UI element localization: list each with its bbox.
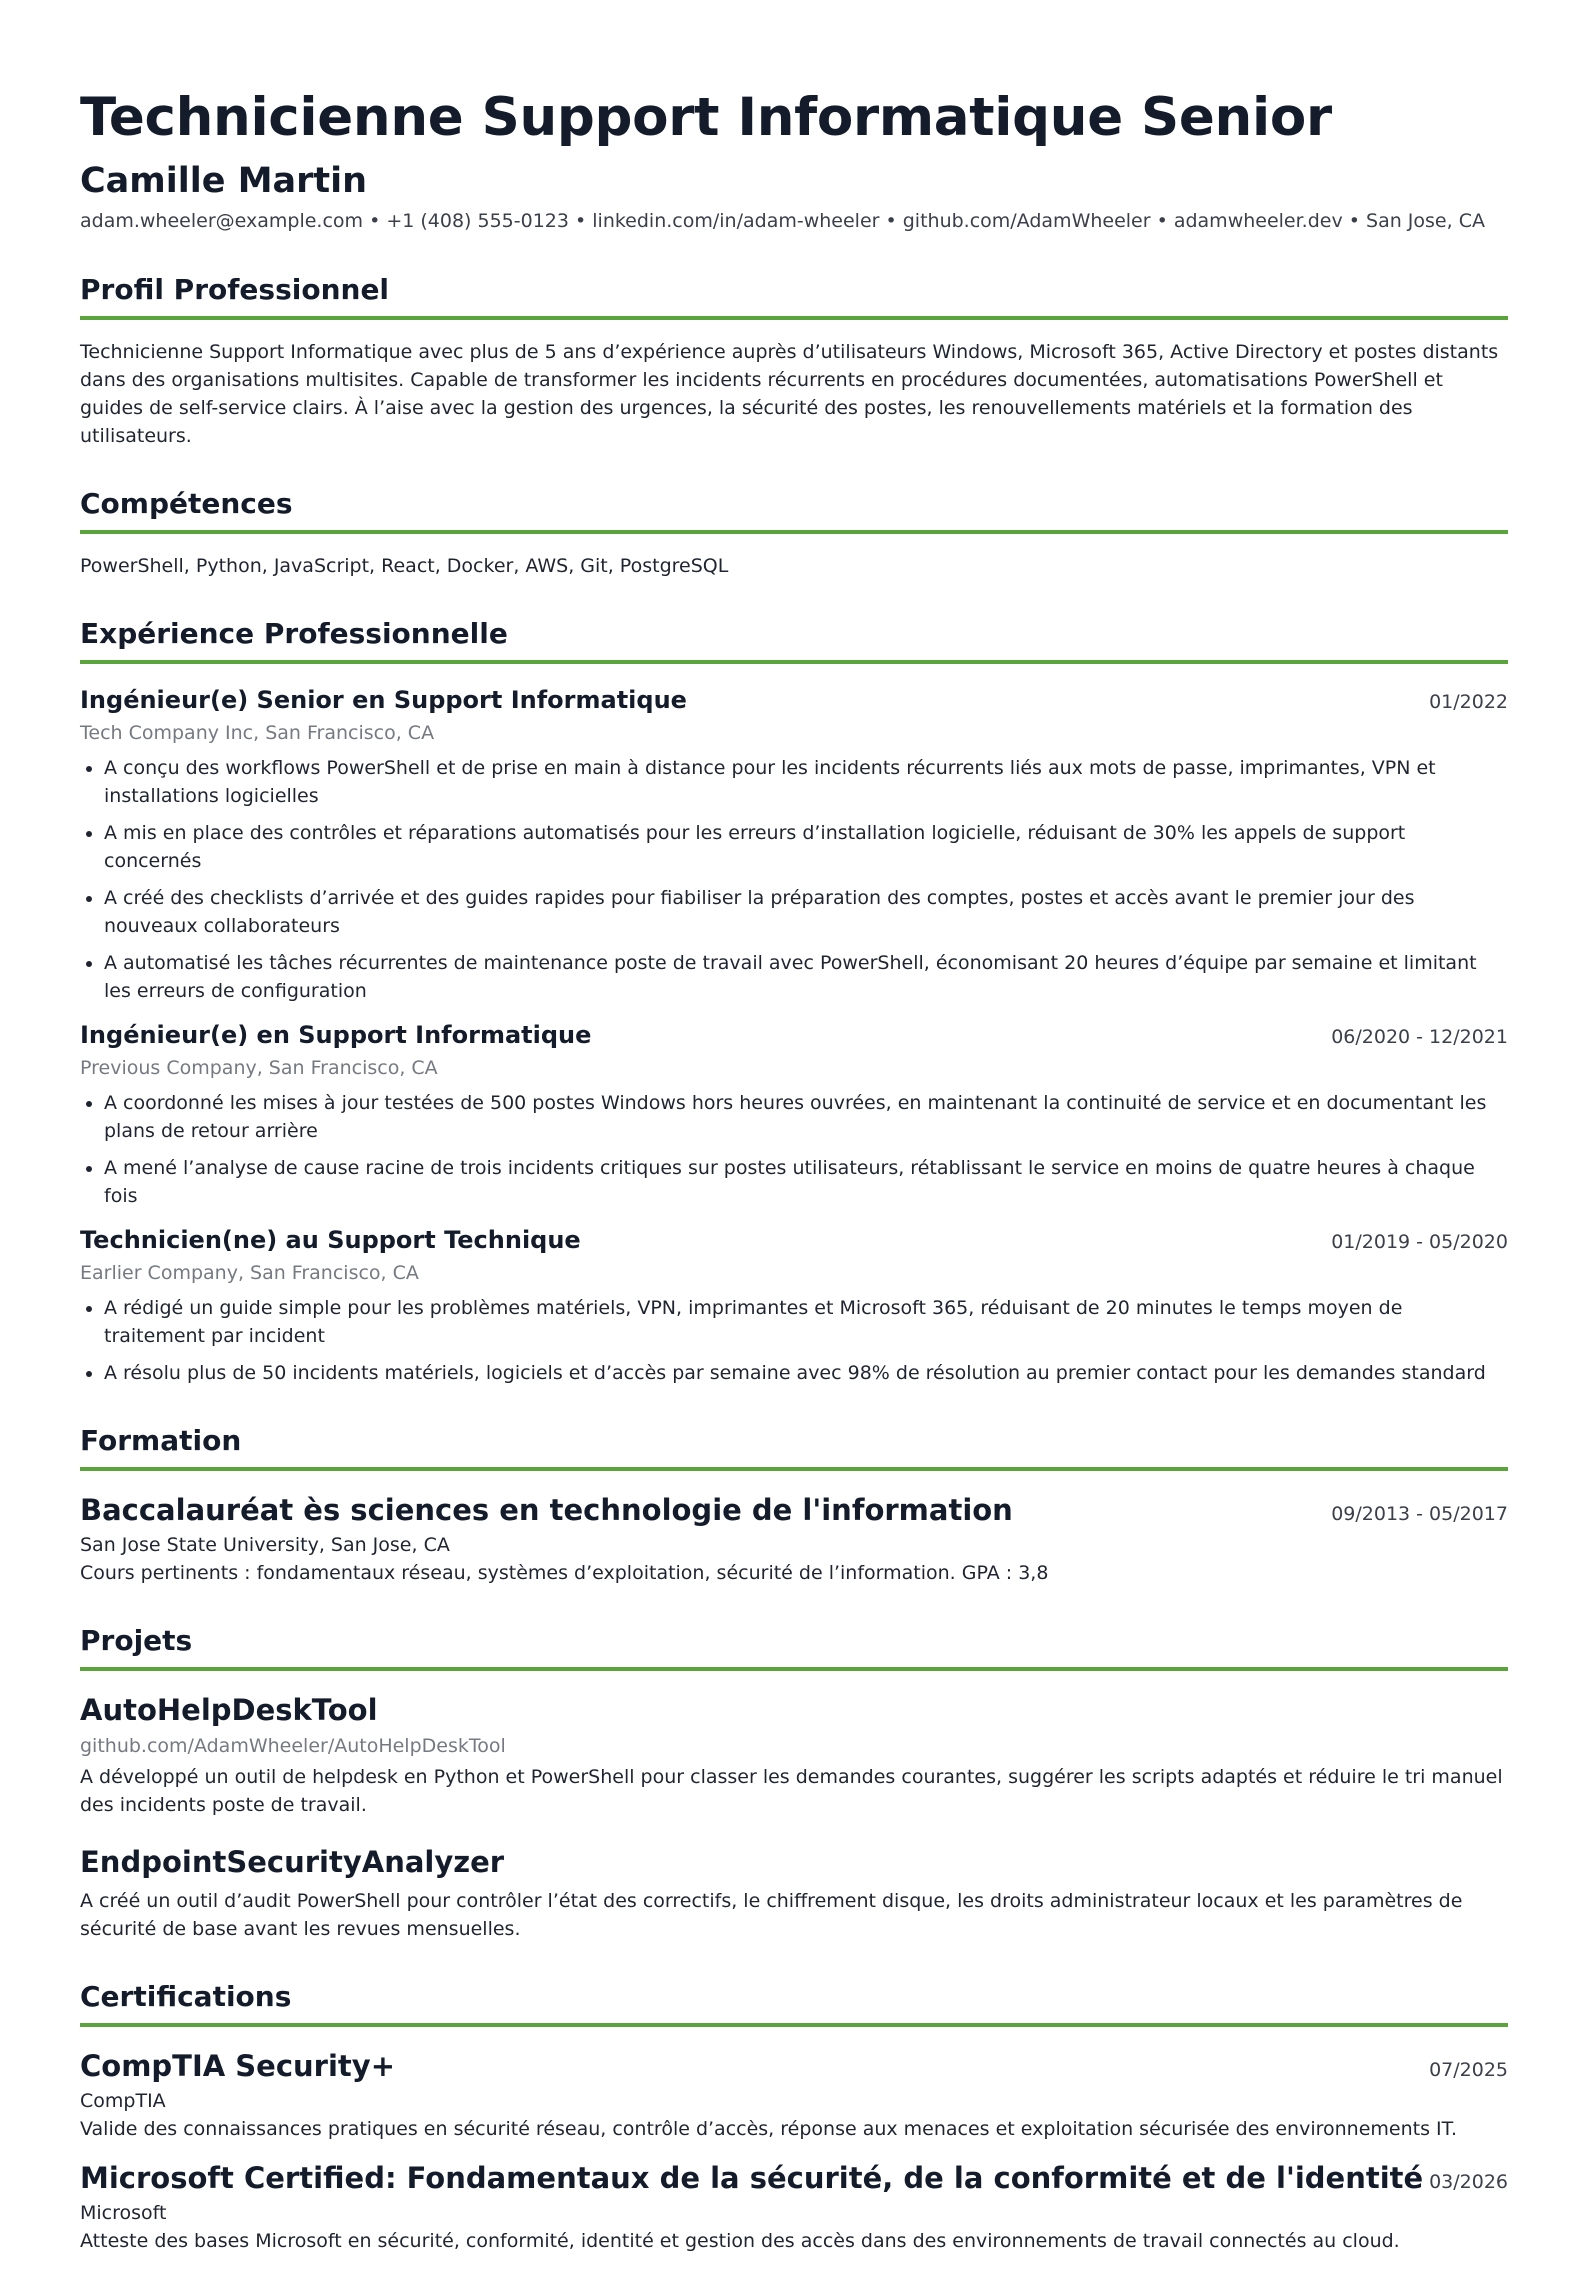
job-title: Ingénieur(e) en Support Informatique: [80, 1021, 592, 1049]
skills-text: PowerShell, Python, JavaScript, React, Docker, AWS, Git, PostgreSQL: [80, 555, 729, 577]
certification-entry: [80, 2045, 1508, 2143]
job-bullet: • A automatisé les tâches récurrentes de maintenance poste de travail avec PowerShell, économisant 20 heures d’équipe par semaine et limitant les erreurs de configuration: [104, 949, 1508, 1005]
job-date: 01/2022: [1429, 691, 1508, 713]
job-bullets: [80, 1089, 1508, 1210]
job-title: Technicien(ne) au Support Technique: [80, 1226, 581, 1254]
projects-section: [80, 1621, 1508, 1943]
certification-date: 07/2025: [1429, 2059, 1508, 2081]
job-bullet: • A mené l’analyse de cause racine de trois incidents critiques sur postes utilisateurs, rétablissant le service en moins de quatre heures à chaque fois: [104, 1154, 1508, 1210]
certification-description: Valide des connaissances pratiques en sécurité réseau, contrôle d’accès, réponse aux menaces et exploitation sécurisée des environnements IT.: [80, 2118, 1458, 2140]
job-bullet: • A mis en place des contrôles et réparations automatisés pour les erreurs d’installation logicielle, réduisant de 30% les appels de support concernés: [104, 819, 1508, 875]
job-entry: [80, 1222, 1508, 1387]
degree-title: Baccalauréat ès sciences en technologie de l'information: [80, 1493, 1013, 1527]
job-company: Previous Company, San Francisco, CA: [80, 1057, 438, 1079]
job-bullet: • A rédigé un guide simple pour les problèmes matériels, VPN, imprimantes et Microsoft 365, réduisant de 20 minutes le temps moyen de traitement par incident: [104, 1294, 1508, 1350]
certification-name: CompTIA Security+: [80, 2049, 395, 2083]
school-name: San Jose State University, San Jose, CA: [80, 1534, 450, 1556]
job-company: Earlier Company, San Francisco, CA: [80, 1262, 419, 1284]
project-entry: [80, 1841, 1508, 1943]
job-bullets: [80, 754, 1508, 1005]
education-date: 09/2013 - 05/2017: [1331, 1503, 1508, 1525]
certification-description: Atteste des bases Microsoft en sécurité, conformité, identité et gestion des accès dans des environnements de travail connectés au cloud.: [80, 2230, 1400, 2252]
project-name: AutoHelpDeskTool: [80, 1693, 378, 1727]
resume-header: [80, 78, 1508, 236]
candidate-name: Camille Martin: [80, 161, 368, 201]
job-bullet: • A conçu des workflows PowerShell et de prise en main à distance pour les incidents récurrents liés aux mots de passe, imprimantes, VPN et installations logicielles: [104, 754, 1508, 810]
job-title: Ingénieur(e) Senior en Support Informatique: [80, 686, 687, 714]
certification-entry: [80, 2157, 1508, 2255]
education-details: Cours pertinents : fondamentaux réseau, systèmes d’exploitation, sécurité de l’information. GPA : 3,8: [80, 1562, 1049, 1584]
certification-date: 03/2026: [1429, 2171, 1508, 2193]
contact-line: adam.wheeler@example.com • +1 (408) 555-0123 • linkedin.com/in/adam-wheeler • github.com/AdamWheeler • adamwheeler.dev • San Jose, CA: [80, 210, 1485, 232]
project-description: A développé un outil de helpdesk en Python et PowerShell pour classer les demandes courantes, suggérer les scripts adaptés et réduire le tri manuel des incidents poste de travail.: [80, 1766, 1503, 1816]
job-bullet: • A coordonné les mises à jour testées de 500 postes Windows hors heures ouvrées, en maintenant la continuité de service et en documentant les plans de retour arrière: [104, 1089, 1508, 1145]
resume-page: [80, 78, 1508, 2269]
job-bullet: • A créé des checklists d’arrivée et des guides rapides pour fiabiliser la préparation des comptes, postes et accès avant le premier jour des nouveaux collaborateurs: [104, 884, 1508, 940]
certification-issuer: CompTIA: [80, 2090, 166, 2112]
education-section: [80, 1421, 1508, 1587]
project-link[interactable]: github.com/AdamWheeler/AutoHelpDeskTool: [80, 1735, 506, 1757]
project-description: A créé un outil d’audit PowerShell pour contrôler l’état des correctifs, le chiffrement disque, les droits administrateur locaux et les paramètres de sécurité de base avant les revues mensuelles.: [80, 1890, 1463, 1940]
resume-title: Technicienne Support Informatique Senior: [80, 87, 1332, 148]
job-date: 06/2020 - 12/2021: [1331, 1026, 1508, 1048]
skills-section: [80, 484, 1508, 580]
job-entry: [80, 1017, 1508, 1210]
certification-name: Microsoft Certified: Fondamentaux de la sécurité, de la conformité et de l'identité: [80, 2161, 1424, 2195]
experience-section: [80, 614, 1508, 1387]
job-date: 01/2019 - 05/2020: [1331, 1231, 1508, 1253]
section-heading-skills: Compétences: [80, 484, 1508, 534]
section-heading-certifications: Certifications: [80, 1977, 1508, 2027]
job-bullets: [80, 1294, 1508, 1387]
job-company: Tech Company Inc, San Francisco, CA: [80, 722, 435, 744]
certification-issuer: Microsoft: [80, 2202, 167, 2224]
profile-text: Technicienne Support Informatique avec plus de 5 ans d’expérience auprès d’utilisateurs Windows, Microsoft 365, Active Directory et postes distants dans des organisations multisites. Capable de transformer les incidents récurrents en procédures documentées, automatisations PowerShell et guides de self-service clairs. À l’aise avec la gestion des urgences, la sécurité des postes, les renouvellements matériels et la formation des utilisateurs.: [80, 341, 1499, 447]
job-bullet: • A résolu plus de 50 incidents matériels, logiciels et d’accès par semaine avec 98% de résolution au premier contact pour les demandes standard: [104, 1359, 1508, 1387]
job-entry: [80, 682, 1508, 1005]
project-name: EndpointSecurityAnalyzer: [80, 1845, 505, 1879]
section-heading-experience: Expérience Professionnelle: [80, 614, 1508, 664]
certifications-section: [80, 1977, 1508, 2255]
profile-section: [80, 270, 1508, 450]
section-heading-education: Formation: [80, 1421, 1508, 1471]
project-entry: [80, 1689, 1508, 1819]
section-heading-projects: Projets: [80, 1621, 1508, 1671]
section-heading-profile: Profil Professionnel: [80, 270, 1508, 320]
